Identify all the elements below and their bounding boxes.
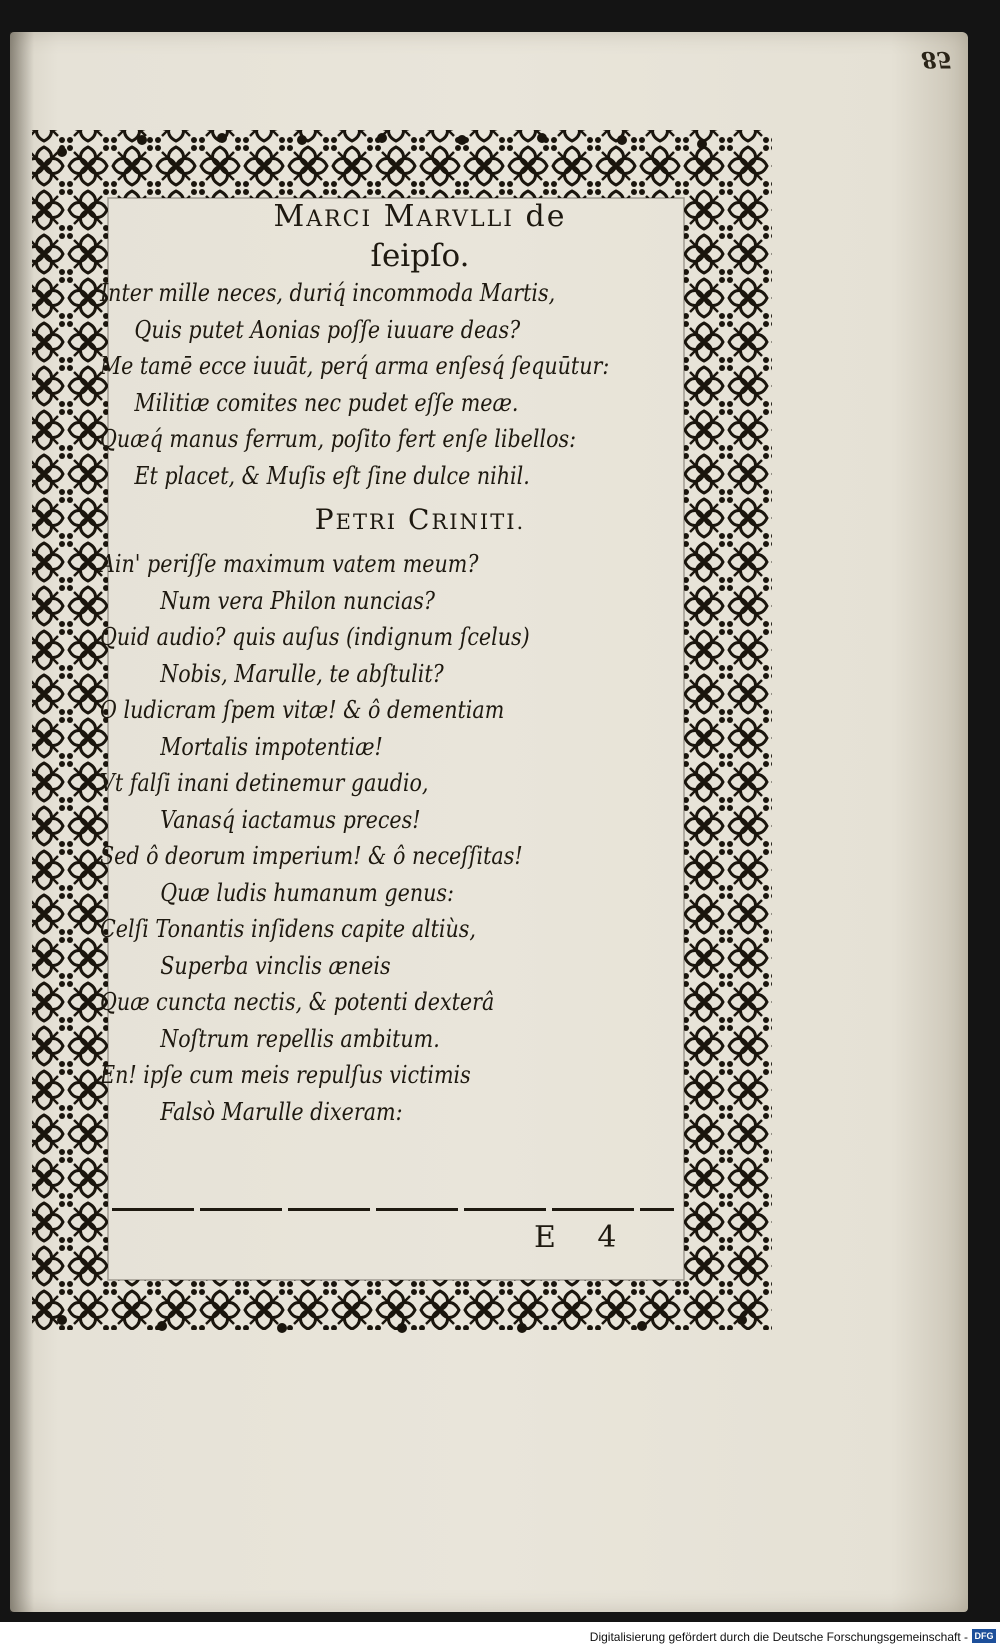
heading-word-2: CRINITI. [408,503,526,536]
ornamental-rule [112,1208,674,1211]
poem-2 [100,546,700,1130]
verse-line: Inter mille neces, duriq́ incommoda Martis, [100,279,556,307]
folio-number: 85 [921,46,952,72]
verse-line: Sed ô deorum imperium! & ô neceſſitas! [100,842,523,870]
verse-line: Noſtrum repellis ambitum. [160,1024,440,1053]
verse-line: Nobis, Marulle, te abſtulit? [160,659,444,688]
verse-line: Mortalis impotentiæ! [160,732,383,761]
poem-title [140,200,700,237]
heading-word-1: PETRI [314,503,398,536]
dfg-logo: DFG [972,1629,996,1643]
credit-footer [0,1622,1000,1648]
credit-text: Digitalisierung gefördert durch die Deutsche Forschungsgemeinschaft - [589,1630,968,1644]
verse-line: Vt falſi inani detinemur gaudio, [100,769,429,797]
signature-mark: E 4 [534,1220,633,1255]
verse-line: Ain' periſſe maximum vatem meum? [100,550,479,578]
verse-line: Militiæ comites nec pudet eſſe meæ. [134,388,519,417]
verse-line: Num vera Philon nuncias? [160,586,435,615]
verse-line: Quæq́ manus ferrum, poſito fert enſe libellos: [100,425,577,453]
title-word-1: MARCI [273,199,373,234]
verse-line: O ludicram ſpem vitæ! & ô dementiam [100,696,505,724]
title-word-3: de [525,199,567,234]
section-heading [140,500,700,542]
page-text [100,200,700,1130]
verse-line: Quæ cuncta nectis, & potenti dexterâ [100,988,495,1016]
poem-1 [100,275,700,494]
verse-line: Falsò Marulle dixeram: [160,1097,403,1126]
verse-line: Quid audio? quis auſus (indignum ſcelus) [100,623,530,651]
poem-subtitle: ſeipſo. [370,238,470,274]
verse-line: Celſi Tonantis inſidens capite altiùs, [100,915,476,943]
verse-line: Quis putet Aonias poſſe iuuare deas? [134,315,521,344]
title-word-2: MARVLLI [383,199,514,234]
verse-line: Me tamē ecce iuuāt, perq́ arma enſesq́ ſequūtur: [100,352,610,380]
verse-line: Vanasq́ iactamus preces! [160,805,421,834]
verse-line: Et placet, & Muſis eſt ſine dulce nihil. [134,461,530,490]
verse-line: Quæ ludis humanum genus: [160,878,454,907]
verse-line: En! ipſe cum meis repulſus victimis [100,1061,471,1089]
verse-line: Superba vinclis æneis [160,951,391,980]
